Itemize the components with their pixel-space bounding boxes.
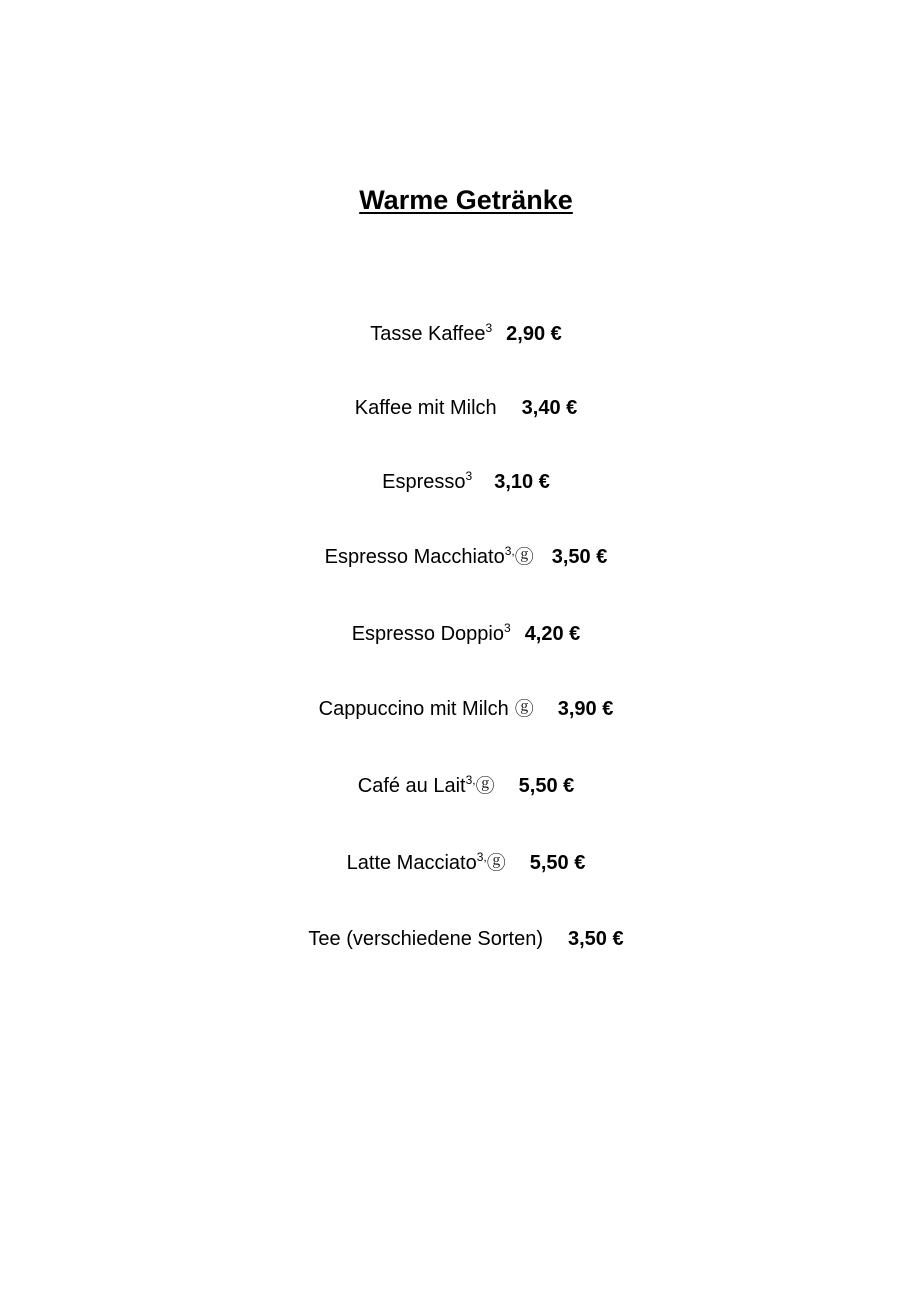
item-name: Latte Macciato	[346, 852, 477, 874]
menu-item	[0, 544, 911, 570]
item-name: Tee (verschiedene Sorten)	[308, 928, 543, 950]
item-name: Tasse Kaffee	[370, 323, 486, 345]
gluten-icon: ⓖ	[514, 699, 534, 720]
menu-item	[0, 321, 911, 347]
item-name: Espresso Macchiato	[324, 546, 505, 568]
item-name: Espresso	[382, 471, 466, 493]
gluten-icon: ⓖ	[486, 853, 506, 874]
item-name: Espresso Doppio	[351, 623, 504, 645]
allergen-note: 3	[485, 321, 493, 335]
menu-item	[0, 696, 911, 722]
menu-item	[0, 395, 911, 421]
item-price: 3,50 €	[551, 546, 608, 568]
allergen-note: 3	[465, 469, 473, 483]
item-price: 5,50 €	[518, 775, 575, 797]
item-price: 4,20 €	[524, 623, 581, 645]
item-price: 2,90 €	[506, 323, 562, 345]
menu-item	[0, 469, 911, 495]
page-title: Warme Getränke	[359, 185, 573, 215]
item-price: 3,10 €	[494, 471, 550, 493]
gluten-icon: ⓖ	[475, 776, 495, 797]
item-price: 3,40 €	[521, 397, 578, 419]
allergen-note: 3,	[504, 544, 515, 558]
item-price: 3,90 €	[557, 698, 614, 720]
allergen-note: 3,	[465, 773, 476, 787]
allergen-note: 3,	[476, 850, 487, 864]
item-price: 5,50 €	[529, 852, 586, 874]
menu-item	[0, 850, 911, 876]
menu-item	[0, 773, 911, 799]
gluten-icon: ⓖ	[514, 547, 534, 568]
menu-item	[0, 926, 911, 952]
item-name: Cappuccino mit Milch	[318, 698, 509, 720]
item-name: Café au Lait	[357, 775, 466, 797]
item-price: 3,50 €	[567, 928, 624, 950]
item-name: Kaffee mit Milch	[354, 397, 497, 419]
allergen-note: 3	[504, 621, 511, 635]
menu-item	[0, 621, 911, 647]
